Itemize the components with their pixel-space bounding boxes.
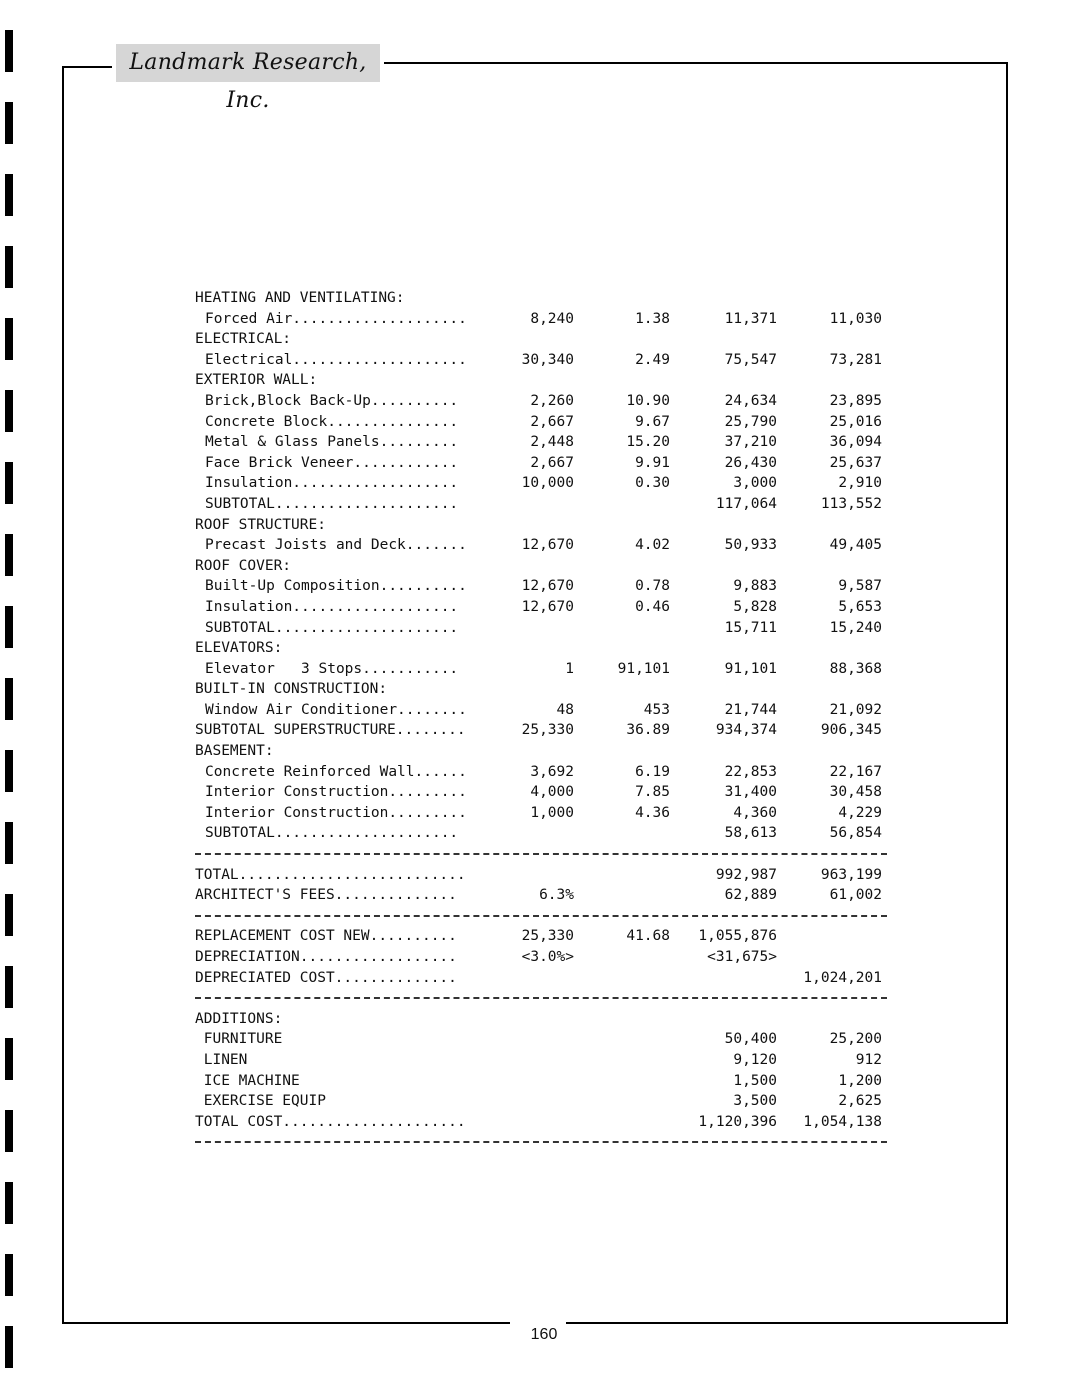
- row-label: Electrical....................: [205, 351, 467, 368]
- row-label: Built-Up Composition..........: [205, 578, 467, 595]
- row-label: Insulation...................: [205, 598, 459, 615]
- frame-line: [384, 62, 1008, 64]
- cell-c2: 41.68: [626, 928, 670, 945]
- cell-c4: 49,405: [829, 537, 882, 554]
- line-item-row: [195, 473, 895, 494]
- cell-c4: 61,002: [829, 887, 882, 904]
- section-row: [195, 1112, 895, 1133]
- cell-c3: 934,374: [715, 722, 777, 739]
- cell-c2: 7.85: [635, 784, 670, 801]
- cell-c2: 0.78: [635, 578, 670, 595]
- line-item-row: [195, 700, 895, 721]
- row-label: TOTAL..........................: [195, 866, 466, 883]
- binder-mark: [5, 318, 13, 360]
- cell-c4: 2,910: [838, 475, 882, 492]
- frame-line: [62, 66, 112, 68]
- cell-c2: 453: [643, 701, 670, 718]
- row-label: Forced Air....................: [205, 310, 467, 327]
- cell-c4: 1,054,138: [803, 1113, 882, 1130]
- cell-c3: 117,064: [715, 495, 777, 512]
- cell-c3: 1,500: [733, 1072, 777, 1089]
- line-item-row: [195, 803, 895, 824]
- cell-c1: 30,340: [521, 351, 574, 368]
- cell-c1: 2,260: [530, 392, 574, 409]
- cell-c3: 15,711: [724, 619, 777, 636]
- cell-c4: 22,167: [829, 763, 882, 780]
- line-item-row: [195, 659, 895, 680]
- line-item-row: [195, 618, 895, 639]
- cell-c1: <3.0%>: [521, 949, 574, 965]
- binder-mark: [5, 102, 13, 144]
- cell-c3: 75,547: [724, 351, 777, 368]
- cell-c3: 50,933: [724, 537, 777, 554]
- cell-c3: 1,120,396: [698, 1113, 777, 1130]
- row-label: EXTERIOR WALL:: [195, 372, 318, 389]
- cell-c1: 1,000: [530, 804, 574, 821]
- row-label: Concrete Block...............: [205, 413, 459, 430]
- cell-c1: 4,000: [530, 784, 574, 801]
- row-label: DEPRECIATED COST..............: [195, 969, 457, 986]
- binder-mark: [5, 1254, 13, 1296]
- row-label: Brick,Block Back-Up..........: [205, 392, 459, 409]
- section-row: [195, 1050, 895, 1071]
- row-label: ADDITIONS:: [195, 1010, 283, 1027]
- cell-c3: 37,210: [724, 434, 777, 451]
- cell-c3: 21,744: [724, 701, 777, 718]
- cell-c3: 31,400: [724, 784, 777, 801]
- binder-mark: [5, 678, 13, 720]
- cell-c2: 4.36: [635, 804, 670, 821]
- line-item-row: [195, 412, 895, 433]
- cell-c3: 4,360: [733, 804, 777, 821]
- row-label: ICE MACHINE: [195, 1072, 300, 1089]
- row-label: Interior Construction.........: [205, 804, 467, 821]
- row-label: Insulation...................: [205, 475, 459, 492]
- section-row: [195, 370, 895, 391]
- cell-c1: 2,448: [530, 434, 574, 451]
- binder-mark: [5, 822, 13, 864]
- cell-c1: 2,667: [530, 413, 574, 430]
- binder-mark: [5, 966, 13, 1008]
- row-label: EXERCISE EQUIP: [195, 1093, 326, 1110]
- dashed-divider: [195, 844, 895, 865]
- frame-line: [62, 1322, 510, 1324]
- cell-c2: 4.02: [635, 537, 670, 554]
- section-row: [195, 679, 895, 700]
- cell-c4: 2,625: [838, 1093, 882, 1110]
- cell-c2: 0.30: [635, 475, 670, 492]
- cell-c4: 1,024,201: [803, 969, 882, 986]
- dashed-divider: [195, 906, 895, 927]
- frame-line: [62, 66, 64, 1324]
- cell-c2: 91,101: [617, 660, 670, 677]
- cell-c1: 25,330: [521, 928, 574, 945]
- cell-c2: 6.19: [635, 763, 670, 780]
- binder-mark: [5, 1038, 13, 1080]
- cell-c4: 73,281: [829, 351, 882, 368]
- frame-line: [566, 1322, 1008, 1324]
- row-label: LINEN: [195, 1051, 248, 1068]
- line-item-row: [195, 782, 895, 803]
- row-label: Face Brick Veneer............: [205, 454, 459, 471]
- cell-c3: 58,613: [724, 825, 777, 842]
- dashed-divider: [195, 1132, 895, 1153]
- row-label: REPLACEMENT COST NEW..........: [195, 928, 457, 945]
- cell-c1: 10,000: [521, 475, 574, 492]
- section-row: [195, 926, 895, 947]
- section-row: [195, 1071, 895, 1092]
- cell-c3: 62,889: [724, 887, 777, 904]
- cell-c3: 5,828: [733, 598, 777, 615]
- section-row: [195, 720, 895, 741]
- cell-c4: 56,854: [829, 825, 882, 842]
- cell-c4: 15,240: [829, 619, 882, 636]
- section-row: [195, 865, 895, 886]
- section-row: [195, 947, 895, 968]
- company-logo: Landmark Research, Inc.: [116, 44, 380, 82]
- cell-c3: <31,675>: [707, 949, 777, 965]
- section-row: [195, 556, 895, 577]
- cell-c4: 912: [855, 1051, 882, 1068]
- line-item-row: [195, 350, 895, 371]
- row-label: Interior Construction.........: [205, 784, 467, 801]
- cell-c4: 36,094: [829, 434, 882, 451]
- section-row: [195, 1009, 895, 1030]
- line-item-row: [195, 432, 895, 453]
- row-label: SUBTOTAL.....................: [205, 825, 459, 842]
- cell-c1: 6.3%: [539, 887, 574, 904]
- cell-c4: 906,345: [820, 722, 882, 739]
- row-label: BUILT-IN CONSTRUCTION:: [195, 681, 388, 698]
- line-item-row: [195, 597, 895, 618]
- frame-line: [1006, 62, 1008, 1324]
- cell-c3: 9,120: [733, 1051, 777, 1068]
- cell-c3: 11,371: [724, 310, 777, 327]
- line-item-row: [195, 453, 895, 474]
- cell-c4: 11,030: [829, 310, 882, 327]
- page-number: 160: [530, 1326, 558, 1343]
- cell-c1: 2,667: [530, 454, 574, 471]
- section-row: [195, 885, 895, 906]
- row-label: Elevator 3 Stops...........: [205, 660, 459, 677]
- row-label: SUBTOTAL.....................: [205, 495, 459, 512]
- cell-c4: 25,637: [829, 454, 882, 471]
- cell-c4: 9,587: [838, 578, 882, 595]
- binder-mark: [5, 30, 13, 72]
- cell-c3: 3,000: [733, 475, 777, 492]
- row-label: Concrete Reinforced Wall......: [205, 763, 467, 780]
- row-label: HEATING AND VENTILATING:: [195, 290, 405, 306]
- section-row: [195, 1029, 895, 1050]
- section-row: [195, 329, 895, 350]
- cell-c4: 4,229: [838, 804, 882, 821]
- row-label: BASEMENT:: [195, 743, 274, 760]
- section-row: [195, 638, 895, 659]
- cell-c2: 2.49: [635, 351, 670, 368]
- cell-c4: 88,368: [829, 660, 882, 677]
- row-label: ROOF COVER:: [195, 557, 292, 574]
- row-label: Metal & Glass Panels.........: [205, 434, 459, 451]
- cell-c2: 9.91: [635, 454, 670, 471]
- cell-c2: 10.90: [626, 392, 670, 409]
- line-item-row: [195, 535, 895, 556]
- binder-mark: [5, 1326, 13, 1368]
- row-label: SUBTOTAL.....................: [205, 619, 459, 636]
- section-row: [195, 741, 895, 762]
- cell-c3: 22,853: [724, 763, 777, 780]
- binder-mark: [5, 390, 13, 432]
- binder-mark: [5, 246, 13, 288]
- cell-c1: 3,692: [530, 763, 574, 780]
- cell-c1: 25,330: [521, 722, 574, 739]
- cell-c4: 963,199: [820, 866, 882, 883]
- cell-c3: 91,101: [724, 660, 777, 677]
- row-label: ROOF STRUCTURE:: [195, 516, 326, 533]
- binder-mark: [5, 534, 13, 576]
- cell-c1: 12,670: [521, 537, 574, 554]
- cell-c4: 25,200: [829, 1031, 882, 1048]
- cell-c2: 15.20: [626, 434, 670, 451]
- cell-c1: 48: [556, 701, 574, 718]
- binder-mark: [5, 1110, 13, 1152]
- cell-c2: 1.38: [635, 310, 670, 327]
- cell-c1: 1: [565, 660, 574, 677]
- binder-mark: [5, 174, 13, 216]
- line-item-row: [195, 762, 895, 783]
- cell-c4: 30,458: [829, 784, 882, 801]
- binder-mark: [5, 462, 13, 504]
- line-item-row: [195, 576, 895, 597]
- row-label: Precast Joists and Deck.......: [205, 537, 467, 554]
- cell-c3: 9,883: [733, 578, 777, 595]
- cell-c3: 26,430: [724, 454, 777, 471]
- cell-c2: 0.46: [635, 598, 670, 615]
- row-label: Window Air Conditioner........: [205, 701, 467, 718]
- line-item-row: [195, 494, 895, 515]
- dashed-divider: [195, 988, 895, 1009]
- cell-c3: 24,634: [724, 392, 777, 409]
- row-label: TOTAL COST.....................: [195, 1113, 466, 1130]
- section-row: [195, 1091, 895, 1112]
- section-row: [195, 515, 895, 536]
- binder-mark: [5, 1182, 13, 1224]
- row-label: FURNITURE: [195, 1031, 283, 1048]
- cell-c2: 36.89: [626, 722, 670, 739]
- cell-c3: 25,790: [724, 413, 777, 430]
- section-row: [195, 968, 895, 989]
- cost-report-table: [195, 288, 895, 1153]
- cell-c2: 9.67: [635, 413, 670, 430]
- cell-c4: 5,653: [838, 598, 882, 615]
- cell-c4: 25,016: [829, 413, 882, 430]
- binder-mark: [5, 750, 13, 792]
- cell-c3: 50,400: [724, 1031, 777, 1048]
- cell-c1: 12,670: [521, 598, 574, 615]
- line-item-row: [195, 309, 895, 330]
- row-label: ARCHITECT'S FEES..............: [195, 887, 457, 904]
- binder-mark: [5, 894, 13, 936]
- cell-c3: 1,055,876: [698, 928, 777, 945]
- line-item-row: [195, 823, 895, 844]
- cell-c3: 992,987: [715, 866, 777, 883]
- row-label: ELEVATORS:: [195, 640, 283, 657]
- cell-c3: 3,500: [733, 1093, 777, 1110]
- cell-c4: 1,200: [838, 1072, 882, 1089]
- cell-c1: 12,670: [521, 578, 574, 595]
- cell-c4: 21,092: [829, 701, 882, 718]
- row-label: ELECTRICAL:: [195, 331, 292, 348]
- line-item-row: [195, 391, 895, 412]
- row-label: SUBTOTAL SUPERSTRUCTURE........: [195, 722, 466, 739]
- cell-c4: 113,552: [820, 495, 882, 512]
- cell-c4: 23,895: [829, 392, 882, 409]
- row-label: DEPRECIATION..................: [195, 949, 457, 965]
- cell-c1: 8,240: [530, 310, 574, 327]
- binder-mark: [5, 606, 13, 648]
- section-row: [195, 288, 895, 309]
